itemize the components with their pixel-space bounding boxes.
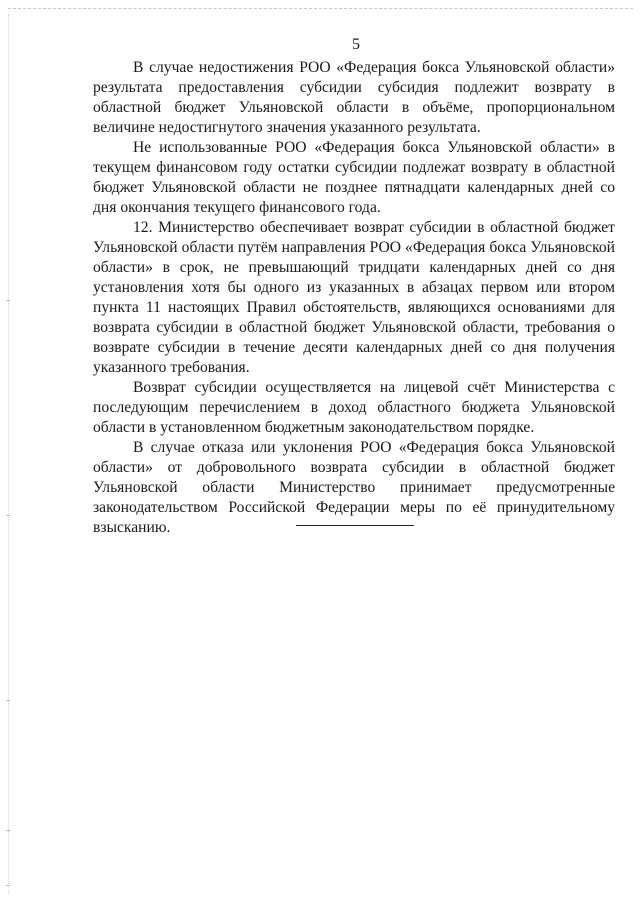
end-of-text-separator [296, 525, 414, 526]
margin-mark [6, 515, 10, 516]
document-body [93, 58, 615, 538]
margin-mark [6, 300, 10, 301]
margin-mark [6, 700, 10, 701]
paragraph-enforced-collection: В случае отказа или уклонения РОО «Федерация бокса Ульяновской области» от добровольного возврата субсидии в областной бюджет Ульяновской области Министерство принимает предусмотренные законодательством Российской Федерации меры по её принудительному взысканию. [93, 439, 615, 536]
paragraph-underachievement-refund: В случае недостижения РОО «Федерация бокса Ульяновской области» результата предоставления субсидии субсидия подлежит возврату в областной бюджет Ульяновской области в объёме, пропорциональном величине недостигнутого значения указанного результата. [93, 59, 615, 136]
paragraph-refund-account: Возврат субсидии осуществляется на лицевой счёт Министерства с последующим перечислением в доход областного бюджета Ульяновской области в установленном бюджетным законодательством порядке. [93, 379, 615, 436]
page-number: 5 [352, 36, 360, 53]
margin-mark [6, 830, 10, 831]
margin-mark [6, 885, 10, 886]
paragraph-clause-12: 12. Министерство обеспечивает возврат субсидии в областной бюджет Ульяновской области путём направления РОО «Федерация бокса Ульяновской области» в срок, не превышающий тридцати календарных дней со дня установления хотя бы одного из указанных в абзацах первом или втором пункта 11 настоящих Правил обстоятельств, являющихся основаниями для возврата субсидии в областной бюджет Ульяновской области, требования о возврате субсидии в течение десяти календарных дней со дня получения указанного требования. [93, 219, 615, 376]
paragraph-unused-balance-refund: Не использованные РОО «Федерация бокса Ульяновской области» в текущем финансовом году остатки субсидии подлежат возврату в областной бюджет Ульяновской области не позднее пятнадцати календарных дней со дня окончания текущего финансового года. [93, 139, 615, 216]
scan-edge-left [8, 14, 9, 894]
scan-edge-top [8, 8, 633, 9]
